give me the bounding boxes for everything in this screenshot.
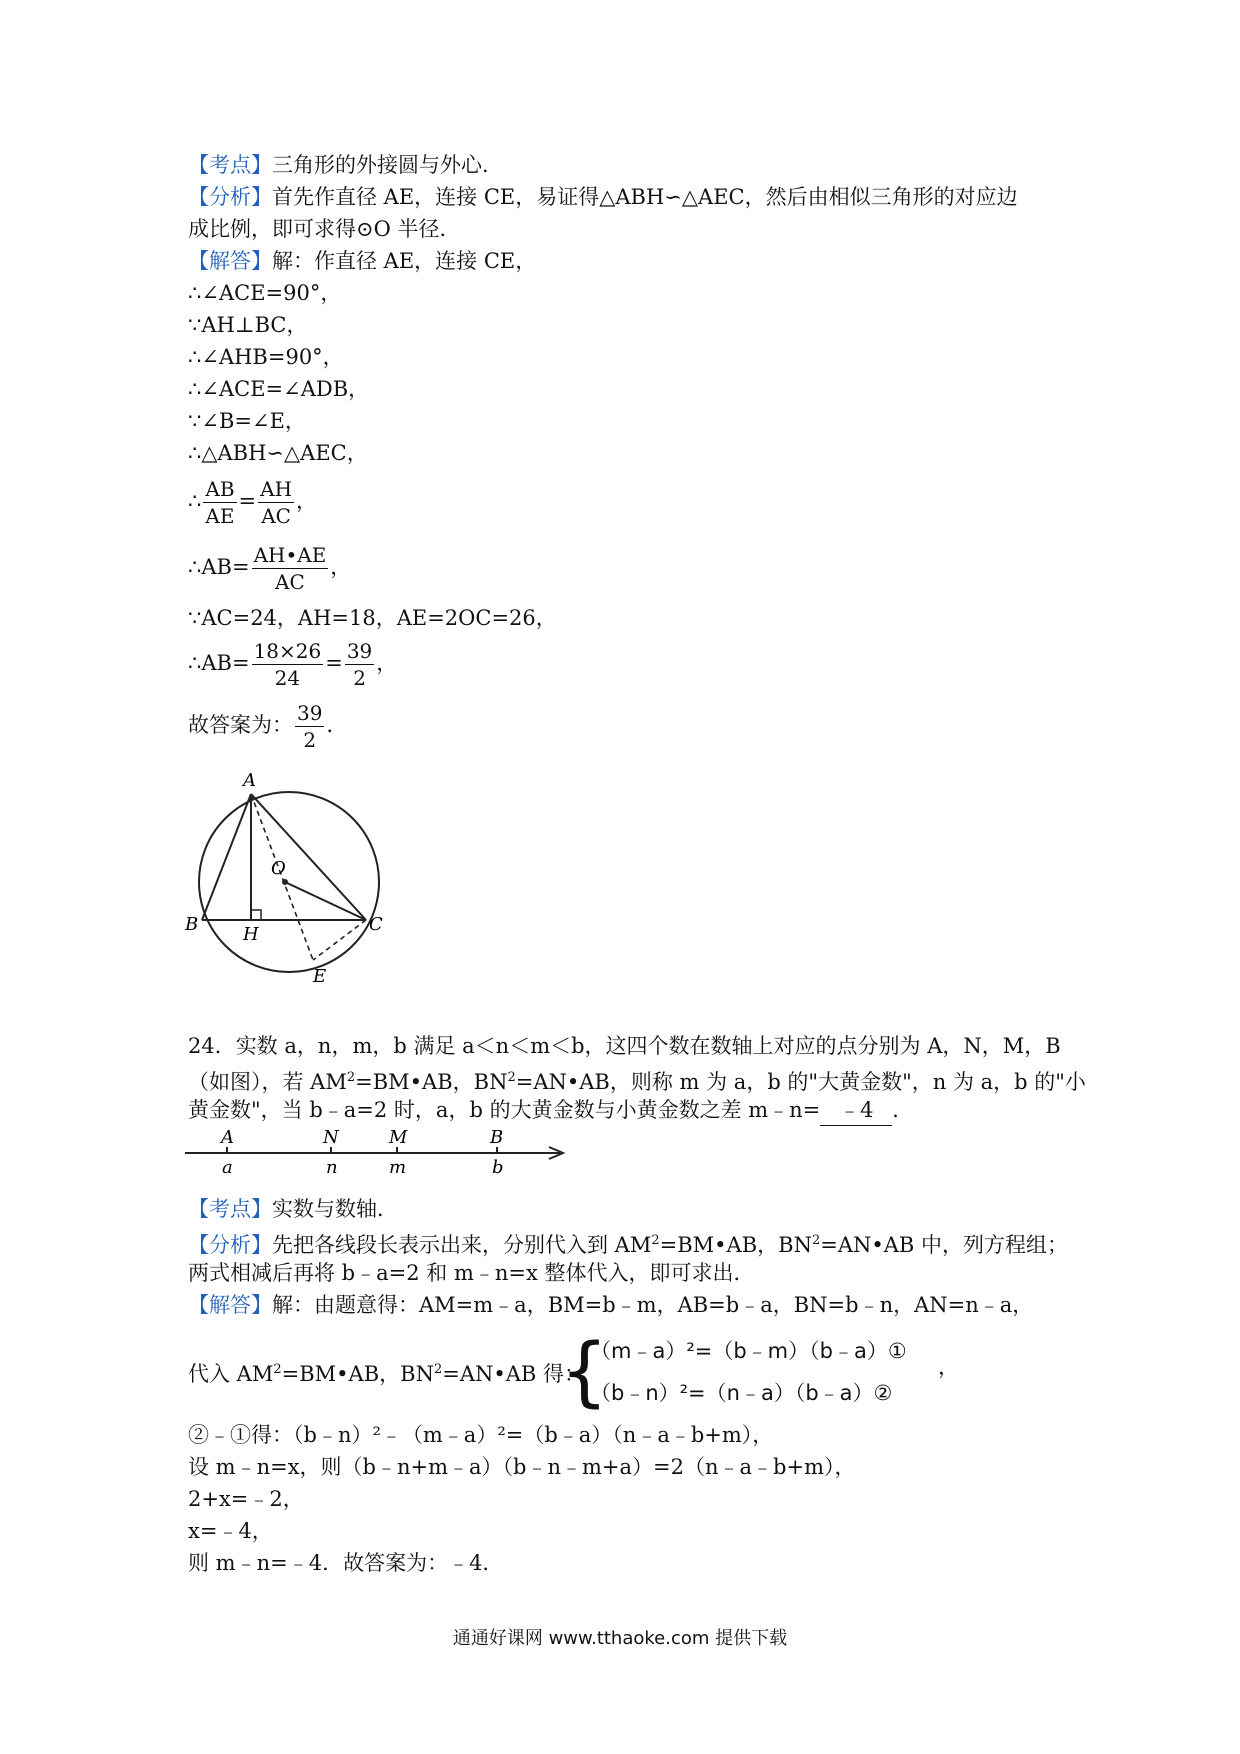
question-24-line-1: 24．实数 a，n，m，b 满足 a＜n＜m＜b，这四个数在数轴上对应的点分别为 A，N，M，B <box>188 1034 1061 1058</box>
fraction-ab-ae: $\frac{AB}{AE}$ <box>205 477 235 528</box>
page-footer: 通通好课网 www.tthaoke.com 提供下载 <box>452 1628 788 1649</box>
circle-triangle-figure <box>185 770 395 990</box>
answer-blank: ﹣4 <box>820 1095 892 1126</box>
point-label-b-lower: b <box>492 1157 504 1178</box>
circle-o <box>199 792 379 972</box>
kaodian-tag: 【考点】 <box>188 153 272 177</box>
fenxi-line-4: 两式相减后再将 b﹣a=2 和 m﹣n=x 整体代入，即可求出． <box>188 1261 755 1285</box>
question-24-line-3: 黄金数"，当 b﹣a=2 时，a，b 的大黄金数与小黄金数之差 m﹣n= ﹣4 ． <box>188 1095 913 1126</box>
equation-1: （m﹣a）²=（b﹣m）（b﹣a）① <box>590 1339 907 1363</box>
segment-ac <box>251 794 366 920</box>
system-comma: ， <box>938 1355 959 1379</box>
fenxi-tag: 【分析】 <box>188 185 272 209</box>
fenxi-line-2: 成比例，即可求得⊙O 半径． <box>188 217 461 241</box>
ab-calculation-line: ∴AB= $\frac{18\times 26}{24}$ = $\frac{39}{2}$ ， <box>188 639 398 690</box>
solution-line-4: x=﹣4， <box>188 1519 273 1543</box>
step-4: ∴∠ACE=∠ADB， <box>188 377 370 401</box>
jieda-text: 解：作直径 AE，连接 CE， <box>272 249 537 273</box>
label-h: H <box>243 924 259 945</box>
point-label-m-lower: m <box>389 1157 407 1178</box>
step-6: ∴△ABH∽△AEC， <box>188 441 368 465</box>
kaodian-text: 三角形的外接圆与外心． <box>272 153 503 177</box>
therefore-symbol: ∴ <box>188 489 202 513</box>
step-5: ∵∠B=∠E， <box>188 409 306 433</box>
solution-line-3: 2+x=﹣2， <box>188 1487 304 1511</box>
answer-line: 故答案为： $\frac{39}{2}$ ． <box>188 701 348 752</box>
solution-line-1: ②﹣①得：（b﹣n）²﹣（m﹣a）²=（b﹣a）（n﹣a﹣b+m）， <box>188 1423 774 1447</box>
step-3: ∴∠AHB=90°， <box>188 345 344 369</box>
point-label-a-lower: a <box>222 1157 233 1178</box>
segment-ab <box>202 794 251 920</box>
fenxi-line-1 <box>188 182 1018 212</box>
segment-oc <box>285 882 366 920</box>
ratio-line: ∴ $\frac{AB}{AE}$ = $\frac{AH}{AC}$ ， <box>188 477 318 528</box>
fenxi-line-3: 【分析】先把各线段长表示出来，分别代入到 $AM^2=BM•AB$，$BN^2=AN•AB$ 中，列方程组； <box>188 1233 1069 1257</box>
point-label-n-lower: n <box>326 1157 338 1178</box>
fenxi-text: 首先作直径 AE，连接 CE，易证得△ABH∽△AEC，然后由相似三角形的对应边 <box>272 185 1018 209</box>
fraction-18x26-over-24: $\frac{18\times 26}{24}$ <box>253 639 322 690</box>
label-b: B <box>185 914 199 935</box>
step-2: ∵AH⊥BC， <box>188 313 308 337</box>
fraction-39-over-2: $\frac{39}{2}$ <box>346 639 373 690</box>
fraction-ah-ae-over-ac: $\frac{AH•AE}{AC}$ <box>253 543 327 594</box>
label-o: O <box>271 858 286 879</box>
point-label-b-upper: B <box>490 1127 504 1148</box>
label-c: C <box>369 914 383 935</box>
center-point-o <box>282 879 288 885</box>
jieda-line-2: 【解答】解：由题意得：AM=m﹣a，BM=b﹣m，AB=b﹣a，BN=b﹣n，AN=n﹣a， <box>188 1293 1034 1317</box>
solution-line-2: 设 m﹣n=x，则（b﹣n+m﹣a）（b﹣n﹣m+a）=2（n﹣a﹣b+m）， <box>188 1455 856 1479</box>
kaodian-line-2: 【考点】实数与数轴． <box>188 1197 398 1221</box>
point-label-m-upper: M <box>389 1127 408 1148</box>
point-label-n-upper: N <box>323 1127 339 1148</box>
fraction-ah-ac: $\frac{AH}{AC}$ <box>260 477 293 528</box>
solution-line-5: 则 m﹣n=﹣4．故答案为：﹣4． <box>188 1551 504 1575</box>
jieda-line-1 <box>188 246 536 276</box>
label-e: E <box>313 966 327 987</box>
jieda-tag: 【解答】 <box>188 249 272 273</box>
point-label-a-upper: A <box>221 1127 234 1148</box>
label-a: A <box>243 770 256 791</box>
given-values-line: ∵AC=24，AH=18，AE=2OC=26， <box>188 606 557 630</box>
ab-expression-line: ∴AB= $\frac{AH•AE}{AC}$ ， <box>188 543 352 594</box>
kaodian-line-1 <box>188 150 503 180</box>
right-angle-mark <box>251 910 261 920</box>
step-1: ∴∠ACE=90°， <box>188 281 342 305</box>
equation-2: （b﹣n）²=（n﹣a）（b﹣a）② <box>590 1381 893 1405</box>
answer-fraction: $\frac{39}{2}$ <box>297 701 323 752</box>
substitute-line: 代入 $AM^2=BM•AB$，$BN^2=AN•AB$ 得： <box>188 1362 586 1386</box>
question-24-line-2: （如图），若 $AM^2=BM•AB$，$BN^2=AN•AB$，则称 m 为 a，b 的"大黄金数"，n 为 a，b 的"小 <box>188 1070 1086 1094</box>
system-brace: { <box>560 1326 609 1415</box>
number-line-figure <box>185 1125 575 1187</box>
